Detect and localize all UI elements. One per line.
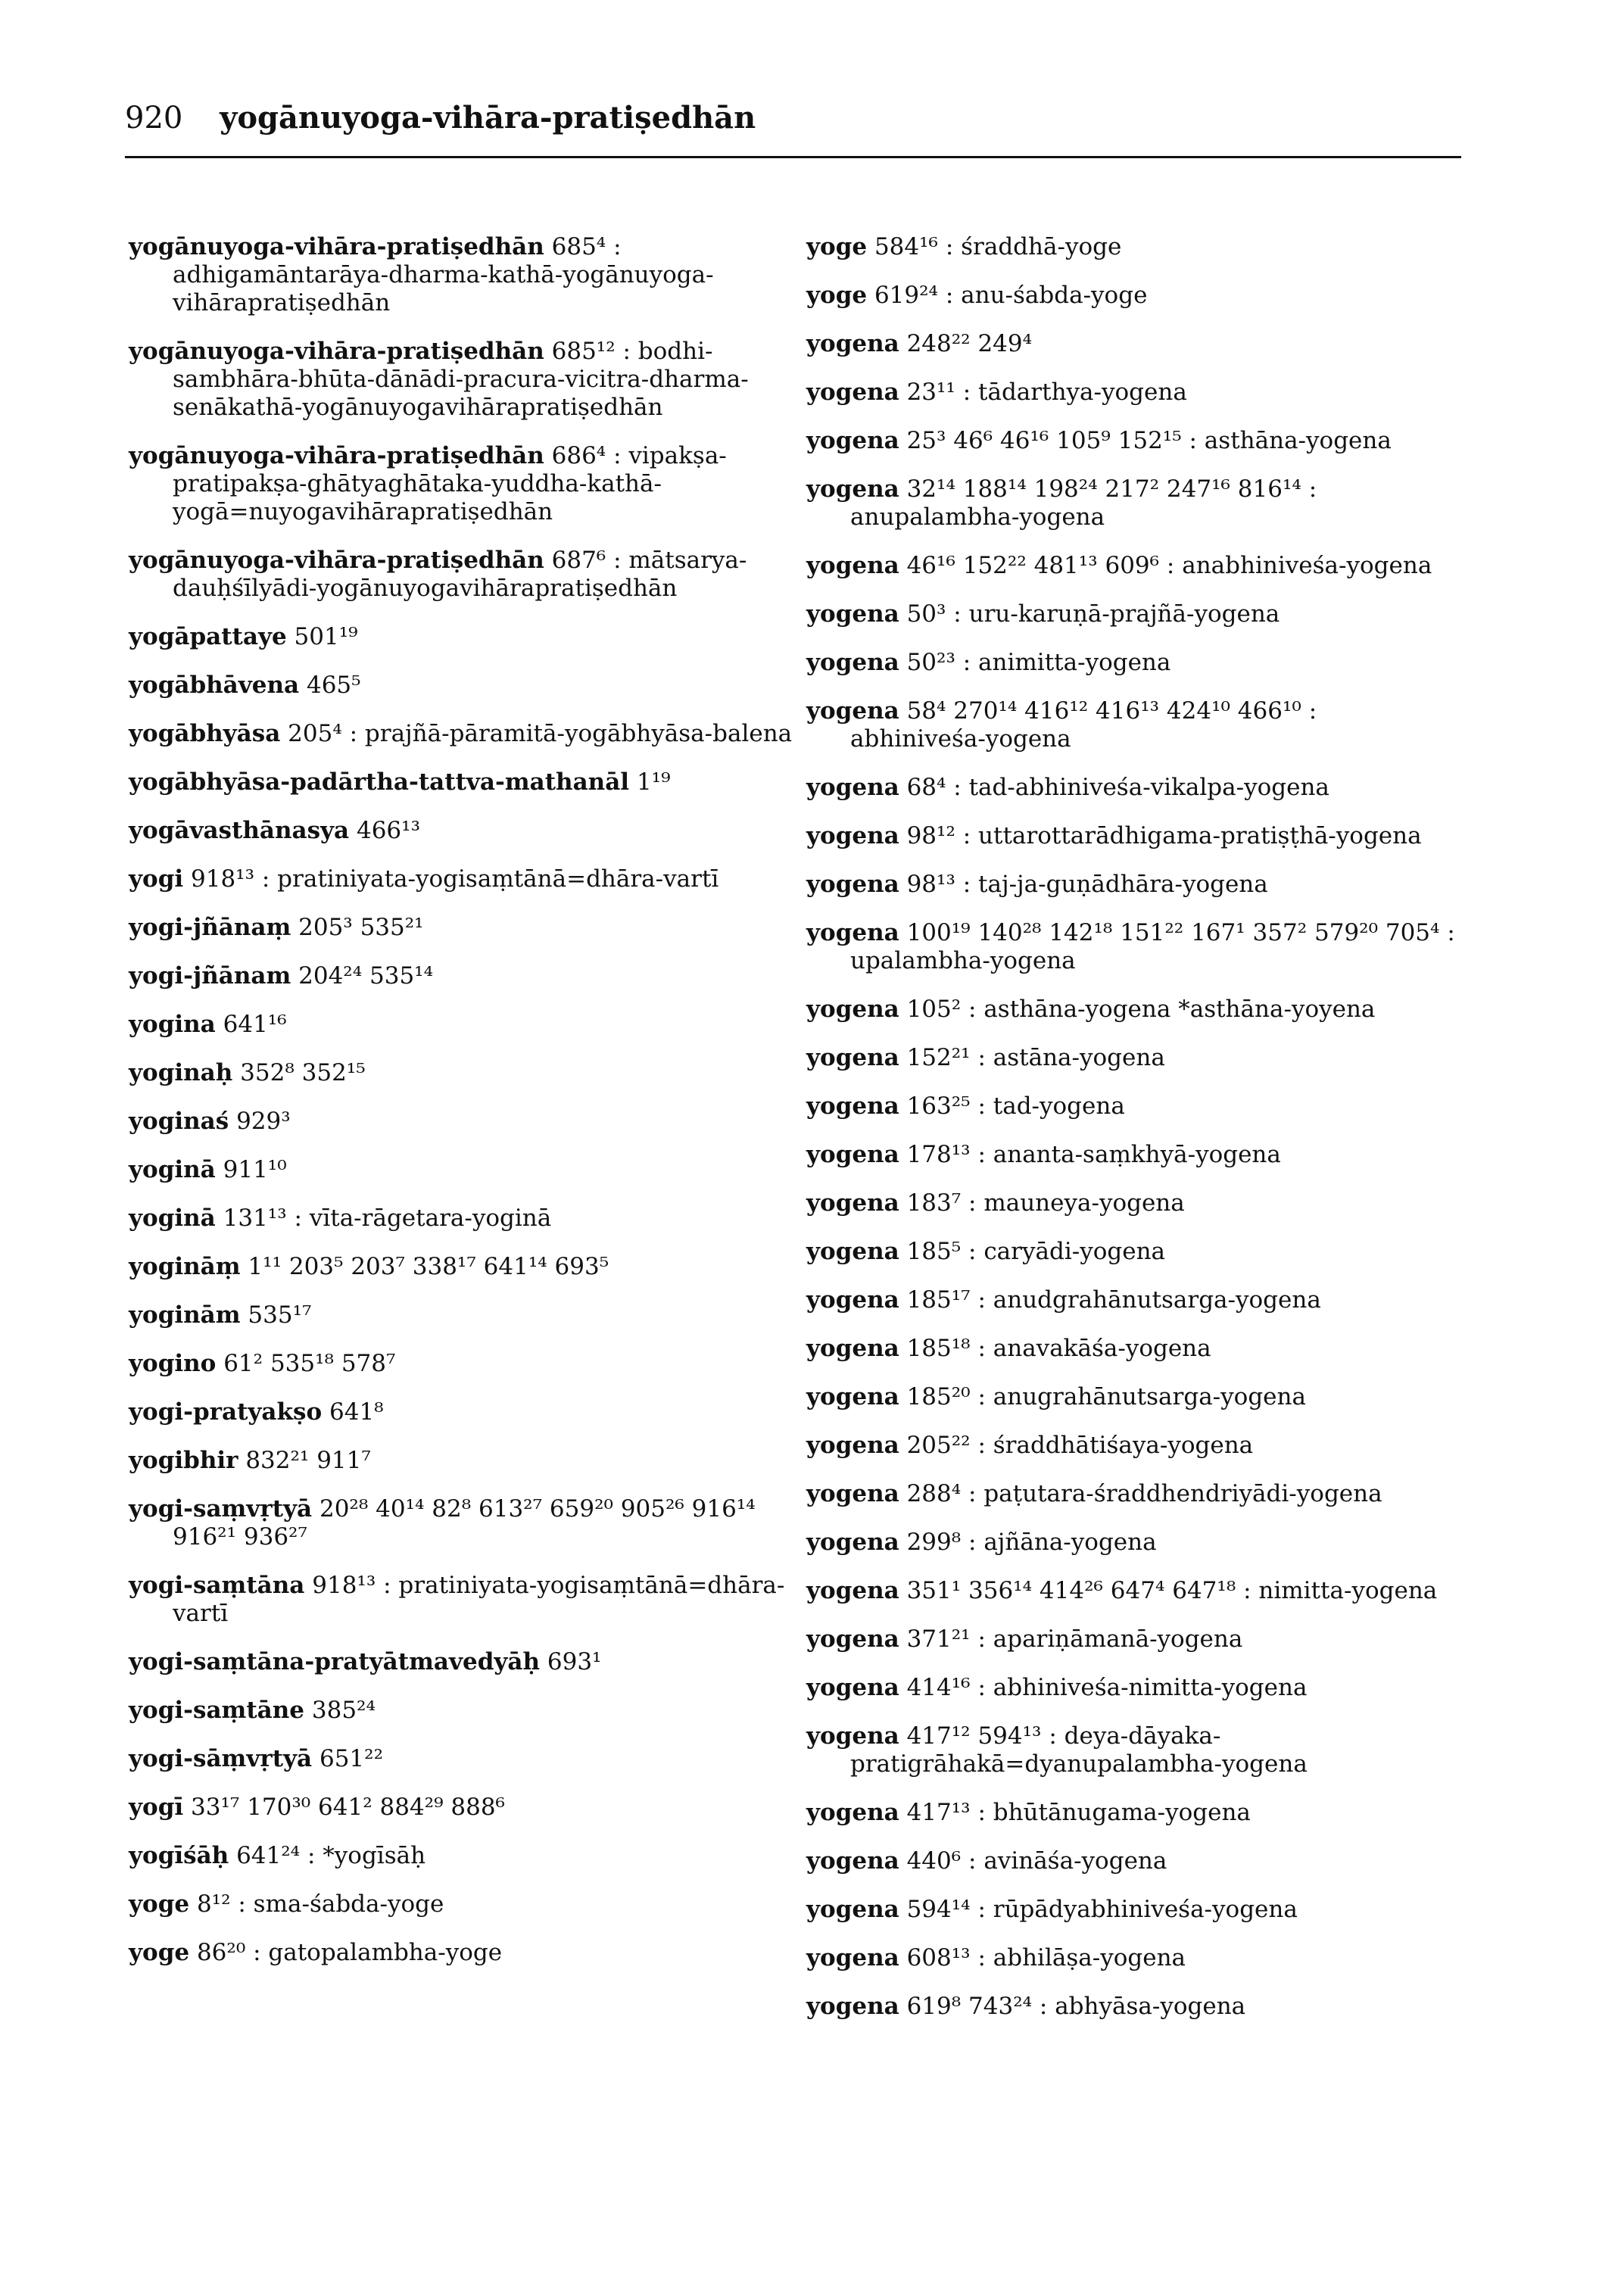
entry-headword: yogena bbox=[806, 697, 899, 725]
entry-headword: yogena bbox=[806, 1722, 899, 1750]
index-entry bbox=[806, 475, 1457, 531]
entry-headword: yogena bbox=[806, 822, 899, 849]
entry-references: 352⁸ 352¹⁵ bbox=[232, 1059, 366, 1086]
index-entry bbox=[129, 1205, 795, 1233]
entry-headword: yogi-saṃvṛtyā bbox=[129, 1495, 313, 1523]
entry-headword: yogino bbox=[129, 1350, 217, 1377]
entry-references: 98¹² : uttarottarādhigama-pratiṣṭhā-yogena bbox=[899, 822, 1422, 849]
entry-references: 185¹⁷ : anudgrahānutsarga-yogena bbox=[899, 1286, 1321, 1314]
index-entry bbox=[129, 720, 795, 748]
entry-references: 686⁴ : vipakṣa-pratipakṣa-ghātyaghātaka-yuddha-kathā-yogā=nuyogavihārapratiṣedhān bbox=[173, 442, 727, 525]
entry-headword: yogena bbox=[806, 1847, 899, 1875]
index-entry bbox=[129, 1794, 795, 1822]
entry-headword: yogena bbox=[806, 552, 899, 579]
entry-references: 918¹³ : pratiniyata-yogisaṃtānā=dhāra-vartī bbox=[173, 1572, 785, 1627]
entry-references: 205²² : śraddhātiśaya-yogena bbox=[899, 1432, 1254, 1459]
entry-headword: yoginā bbox=[129, 1205, 216, 1232]
entry-references: 204²⁴ 535¹⁴ bbox=[291, 962, 434, 990]
index-entry bbox=[806, 1674, 1457, 1702]
index-entry bbox=[129, 1301, 795, 1329]
entry-headword: yogena bbox=[806, 871, 899, 898]
index-entry bbox=[806, 1896, 1457, 1924]
entry-headword: yogibhir bbox=[129, 1447, 238, 1474]
entry-headword: yogena bbox=[806, 1799, 899, 1826]
entry-headword: yogena bbox=[806, 1383, 899, 1410]
entry-headword: yogi-saṃtāne bbox=[129, 1697, 305, 1724]
entry-references: 641¹⁶ bbox=[215, 1011, 287, 1038]
entry-references: 205⁴ : prajñā-pāramitā-yogābhyāsa-balena bbox=[280, 720, 793, 747]
entry-headword: yogi-saṃtāna-pratyātmavedyāḥ bbox=[129, 1648, 541, 1675]
entry-headword: yogāpattaye bbox=[129, 623, 287, 650]
entry-references: 299⁸ : ajñāna-yogena bbox=[899, 1529, 1157, 1556]
index-entry bbox=[806, 822, 1457, 850]
entry-headword: yoginām bbox=[129, 1301, 241, 1329]
entry-references: 46¹⁶ 152²² 481¹³ 609⁶ : anabhiniveśa-yogena bbox=[899, 552, 1432, 579]
entry-headword: yogena bbox=[806, 1944, 899, 1971]
entry-headword: yogena bbox=[806, 1141, 899, 1168]
index-entry bbox=[129, 338, 795, 422]
index-entry bbox=[129, 865, 795, 893]
index-entry bbox=[129, 1011, 795, 1039]
entry-headword: yogena bbox=[806, 427, 899, 454]
entry-headword: yogena bbox=[806, 1335, 899, 1362]
entry-headword: yogānuyoga-vihāra-pratiṣedhān bbox=[129, 338, 544, 365]
entry-headword: yogena bbox=[806, 1625, 899, 1653]
page-header bbox=[125, 100, 756, 136]
entry-headword: yogānuyoga-vihāra-pratiṣedhān bbox=[129, 442, 544, 469]
entry-references: 417¹² 594¹³ : deya-dāyaka-pratigrāhakā=dyanupalambha-yogena bbox=[850, 1722, 1308, 1778]
entry-references: 185⁵ : caryādi-yogena bbox=[899, 1238, 1166, 1265]
index-entry bbox=[806, 282, 1457, 310]
entry-headword: yogī bbox=[129, 1794, 184, 1821]
entry-references: 465⁵ bbox=[299, 672, 361, 699]
index-entry bbox=[806, 1092, 1457, 1121]
index-entry bbox=[806, 996, 1457, 1024]
entry-headword: yogābhyāsa bbox=[129, 720, 281, 747]
entry-references: 33¹⁷ 170³⁰ 641² 884²⁹ 888⁶ bbox=[183, 1794, 505, 1821]
entry-references: 185²⁰ : anugrahānutsarga-yogena bbox=[899, 1383, 1306, 1410]
entry-headword: yogi-sāṃvṛtyā bbox=[129, 1745, 313, 1772]
index-entry bbox=[806, 697, 1457, 753]
entry-references: 641²⁴ : *yogīsāḥ bbox=[229, 1842, 426, 1869]
index-entry bbox=[129, 1939, 795, 1967]
entry-references: 594¹⁴ : rūpādyabhiniveśa-yogena bbox=[899, 1896, 1298, 1923]
index-entry bbox=[129, 1495, 795, 1551]
index-entry bbox=[129, 817, 795, 845]
entry-references: 414¹⁶ : abhiniveśa-nimitta-yogena bbox=[899, 1674, 1308, 1701]
entry-headword: yoge bbox=[129, 1890, 190, 1918]
entry-references: 185¹⁸ : anavakāśa-yogena bbox=[899, 1335, 1211, 1362]
entry-references: 535¹⁷ bbox=[240, 1301, 312, 1329]
index-entry bbox=[129, 442, 795, 526]
entry-headword: yogena bbox=[806, 996, 899, 1023]
entry-headword: yogena bbox=[806, 649, 899, 676]
entry-references: 50³ : uru-karuṇā-prajñā-yogena bbox=[899, 600, 1280, 628]
index-entry bbox=[129, 1156, 795, 1184]
entry-references: 918¹³ : pratiniyata-yogisaṃtānā=dhāra-vartī bbox=[183, 865, 719, 893]
index-entry bbox=[806, 1335, 1457, 1363]
index-entry bbox=[806, 1799, 1457, 1827]
entry-headword: yogena bbox=[806, 475, 899, 503]
entry-headword: yogābhāvena bbox=[129, 672, 300, 699]
entry-references: 25³ 46⁶ 46¹⁶ 105⁹ 152¹⁵ : asthāna-yogena bbox=[899, 427, 1392, 454]
entry-headword: yogānuyoga-vihāra-pratiṣedhān bbox=[129, 547, 544, 574]
index-entry bbox=[806, 1286, 1457, 1314]
entry-references: 163²⁵ : tad-yogena bbox=[899, 1092, 1125, 1120]
entry-references: 832²¹ 911⁷ bbox=[238, 1447, 371, 1474]
page-number: 920 bbox=[125, 101, 183, 136]
entry-headword: yoginaś bbox=[129, 1108, 229, 1135]
entry-headword: yogena bbox=[806, 1044, 899, 1071]
entry-headword: yoge bbox=[806, 282, 868, 309]
index-entry bbox=[129, 1697, 795, 1725]
entry-headword: yoge bbox=[129, 1939, 190, 1966]
index-entry bbox=[806, 1944, 1457, 1972]
index-entry bbox=[129, 1350, 795, 1378]
entry-headword: yogena bbox=[806, 1480, 899, 1507]
entry-headword: yogināṃ bbox=[129, 1253, 241, 1280]
entry-headword: yogena bbox=[806, 1529, 899, 1556]
index-entry bbox=[806, 379, 1457, 407]
entry-headword: yogi bbox=[129, 865, 184, 893]
entry-references: 351¹ 356¹⁴ 414²⁶ 647⁴ 647¹⁸ : nimitta-yogena bbox=[899, 1577, 1438, 1604]
index-entry bbox=[129, 672, 795, 700]
entry-references: 58⁴ 270¹⁴ 416¹² 416¹³ 424¹⁰ 466¹⁰ : abhiniveśa-yogena bbox=[850, 697, 1317, 753]
right-column bbox=[806, 233, 1457, 2041]
entry-headword: yogena bbox=[806, 919, 899, 946]
entry-headword: yogena bbox=[806, 1432, 899, 1459]
index-entry bbox=[129, 1572, 795, 1628]
index-entry bbox=[806, 233, 1457, 261]
index-entry bbox=[806, 1722, 1457, 1778]
entry-references: 23¹¹ : tādarthya-yogena bbox=[899, 379, 1187, 406]
entry-references: 687⁶ : mātsarya-dauḥśīlyādi-yogānuyogavihārapratiṣedhān bbox=[173, 547, 747, 602]
entry-headword: yogānuyoga-vihāra-pratiṣedhān bbox=[129, 233, 544, 260]
index-entry bbox=[129, 1447, 795, 1475]
entry-references: 608¹³ : abhilāṣa-yogena bbox=[899, 1944, 1186, 1971]
entry-headword: yogena bbox=[806, 330, 899, 357]
entry-references: 152²¹ : astāna-yogena bbox=[899, 1044, 1165, 1071]
entry-headword: yogena bbox=[806, 1993, 899, 2020]
entry-references: 693¹ bbox=[540, 1648, 602, 1675]
index-entry bbox=[129, 1253, 795, 1281]
entry-headword: yogi-saṃtāna bbox=[129, 1572, 305, 1599]
entry-references: 641⁸ bbox=[322, 1398, 384, 1426]
index-entry bbox=[806, 919, 1457, 975]
entry-references: 619²⁴ : anu-śabda-yoge bbox=[867, 282, 1148, 309]
entry-headword: yogena bbox=[806, 1189, 899, 1217]
entry-headword: yogi-jñānaṃ bbox=[129, 914, 291, 941]
index-entry bbox=[129, 1842, 795, 1870]
entry-references: 1¹¹ 203⁵ 203⁷ 338¹⁷ 641¹⁴ 693⁵ bbox=[240, 1253, 609, 1280]
entry-references: 68⁴ : tad-abhiniveśa-vikalpa-yogena bbox=[899, 774, 1329, 801]
entry-references: 105² : asthāna-yogena *asthāna-yoyena bbox=[899, 996, 1376, 1023]
entry-references: 183⁷ : mauneya-yogena bbox=[899, 1189, 1185, 1217]
entry-references: 619⁸ 743²⁴ : abhyāsa-yogena bbox=[899, 1993, 1246, 2020]
entry-headword: yoginaḥ bbox=[129, 1059, 233, 1086]
index-entry bbox=[806, 774, 1457, 802]
index-entry bbox=[129, 1108, 795, 1136]
entry-references: 440⁶ : avināśa-yogena bbox=[899, 1847, 1167, 1875]
index-entry bbox=[129, 1648, 795, 1676]
entry-headword: yogena bbox=[806, 1238, 899, 1265]
entry-references: 100¹⁹ 140²⁸ 142¹⁸ 151²² 167¹ 357² 579²⁰ 705⁴ : upalambha-yogena bbox=[850, 919, 1455, 974]
entry-references: 8¹² : sma-śabda-yoge bbox=[189, 1890, 444, 1918]
index-entry bbox=[129, 962, 795, 990]
index-entry bbox=[129, 1059, 795, 1087]
entry-references: 61² 535¹⁸ 578⁷ bbox=[216, 1350, 396, 1377]
entry-references: 929³ bbox=[229, 1108, 291, 1135]
entry-references: 20²⁸ 40¹⁴ 82⁸ 613²⁷ 659²⁰ 905²⁶ 916¹⁴ 916²¹ 936²⁷ bbox=[173, 1495, 756, 1551]
index-entry bbox=[129, 233, 795, 317]
entry-headword: yogābhyāsa-padārtha-tattva-mathanāl bbox=[129, 768, 630, 796]
entry-headword: yogi-jñānam bbox=[129, 962, 291, 990]
left-column bbox=[129, 233, 795, 1987]
entry-headword: yoginā bbox=[129, 1156, 216, 1183]
entry-headword: yogena bbox=[806, 1896, 899, 1923]
index-entry bbox=[806, 1238, 1457, 1266]
index-entry bbox=[806, 1432, 1457, 1460]
entry-headword: yoge bbox=[806, 233, 868, 260]
entry-references: 417¹³ : bhūtānugama-yogena bbox=[899, 1799, 1251, 1826]
entry-references: 584¹⁶ : śraddhā-yoge bbox=[867, 233, 1122, 260]
index-entry bbox=[806, 1577, 1457, 1605]
index-entry bbox=[806, 1480, 1457, 1508]
index-entry bbox=[806, 1044, 1457, 1072]
header-rule bbox=[125, 156, 1461, 158]
index-entry bbox=[129, 1745, 795, 1773]
index-entry bbox=[806, 1847, 1457, 1875]
entry-references: 385²⁴ bbox=[304, 1697, 376, 1724]
index-entry bbox=[806, 1383, 1457, 1411]
index-entry bbox=[129, 547, 795, 603]
entry-references: 1¹⁹ bbox=[629, 768, 671, 796]
entry-references: 50²³ : animitta-yogena bbox=[899, 649, 1171, 676]
entry-references: 501¹⁹ bbox=[286, 623, 358, 650]
entry-headword: yogīśāḥ bbox=[129, 1842, 229, 1869]
entry-headword: yogina bbox=[129, 1011, 216, 1038]
entry-references: 651²² bbox=[312, 1745, 384, 1772]
entry-references: 98¹³ : taj-ja-guṇādhāra-yogena bbox=[899, 871, 1268, 898]
entry-headword: yogena bbox=[806, 379, 899, 406]
entry-headword: yogena bbox=[806, 1286, 899, 1314]
entry-references: 131¹³ : vīta-rāgetara-yoginā bbox=[215, 1205, 552, 1232]
entry-headword: yogena bbox=[806, 600, 899, 628]
index-entry bbox=[129, 914, 795, 942]
entry-references: 371²¹ : apariṇāmanā-yogena bbox=[899, 1625, 1243, 1653]
index-entry bbox=[806, 330, 1457, 358]
index-entry bbox=[806, 1189, 1457, 1217]
index-entry bbox=[806, 1141, 1457, 1169]
entry-references: 911¹⁰ bbox=[215, 1156, 287, 1183]
running-title: yogānuyoga-vihāra-pratiṣedhān bbox=[220, 100, 756, 136]
entry-headword: yogena bbox=[806, 1092, 899, 1120]
entry-headword: yogi-pratyakṣo bbox=[129, 1398, 323, 1426]
entry-headword: yogāvasthānasya bbox=[129, 817, 350, 844]
entry-references: 466¹³ bbox=[349, 817, 421, 844]
index-entry bbox=[129, 1398, 795, 1426]
index-entry bbox=[806, 600, 1457, 628]
index-entry bbox=[806, 649, 1457, 677]
entry-references: 248²² 249⁴ bbox=[899, 330, 1033, 357]
entry-references: 288⁴ : paṭutara-śraddhendriyādi-yogena bbox=[899, 1480, 1382, 1507]
entry-references: 178¹³ : ananta-saṃkhyā-yogena bbox=[899, 1141, 1281, 1168]
entry-headword: yogena bbox=[806, 1674, 899, 1701]
entry-headword: yogena bbox=[806, 774, 899, 801]
index-entry bbox=[806, 552, 1457, 580]
entry-references: 685⁴ : adhigamāntarāya-dharma-kathā-yogānuyoga-vihārapratiṣedhān bbox=[173, 233, 714, 316]
index-entry bbox=[129, 768, 795, 796]
index-entry bbox=[129, 623, 795, 651]
index-entry bbox=[806, 427, 1457, 455]
entry-references: 86²⁰ : gatopalambha-yoge bbox=[189, 1939, 503, 1966]
entry-references: 685¹² : bodhi-sambhāra-bhūta-dānādi-pracura-vicitra-dharma-senākathā-yogānuyogavihārapratiṣedhān bbox=[173, 338, 749, 421]
entry-headword: yogena bbox=[806, 1577, 899, 1604]
index-entry bbox=[129, 1890, 795, 1918]
entry-references: 205³ 535²¹ bbox=[291, 914, 424, 941]
entry-references: 32¹⁴ 188¹⁴ 198²⁴ 217² 247¹⁶ 816¹⁴ : anupalambha-yogena bbox=[850, 475, 1317, 531]
index-entry bbox=[806, 871, 1457, 899]
index-entry bbox=[806, 1625, 1457, 1653]
index-entry bbox=[806, 1529, 1457, 1557]
index-entry bbox=[806, 1993, 1457, 2021]
